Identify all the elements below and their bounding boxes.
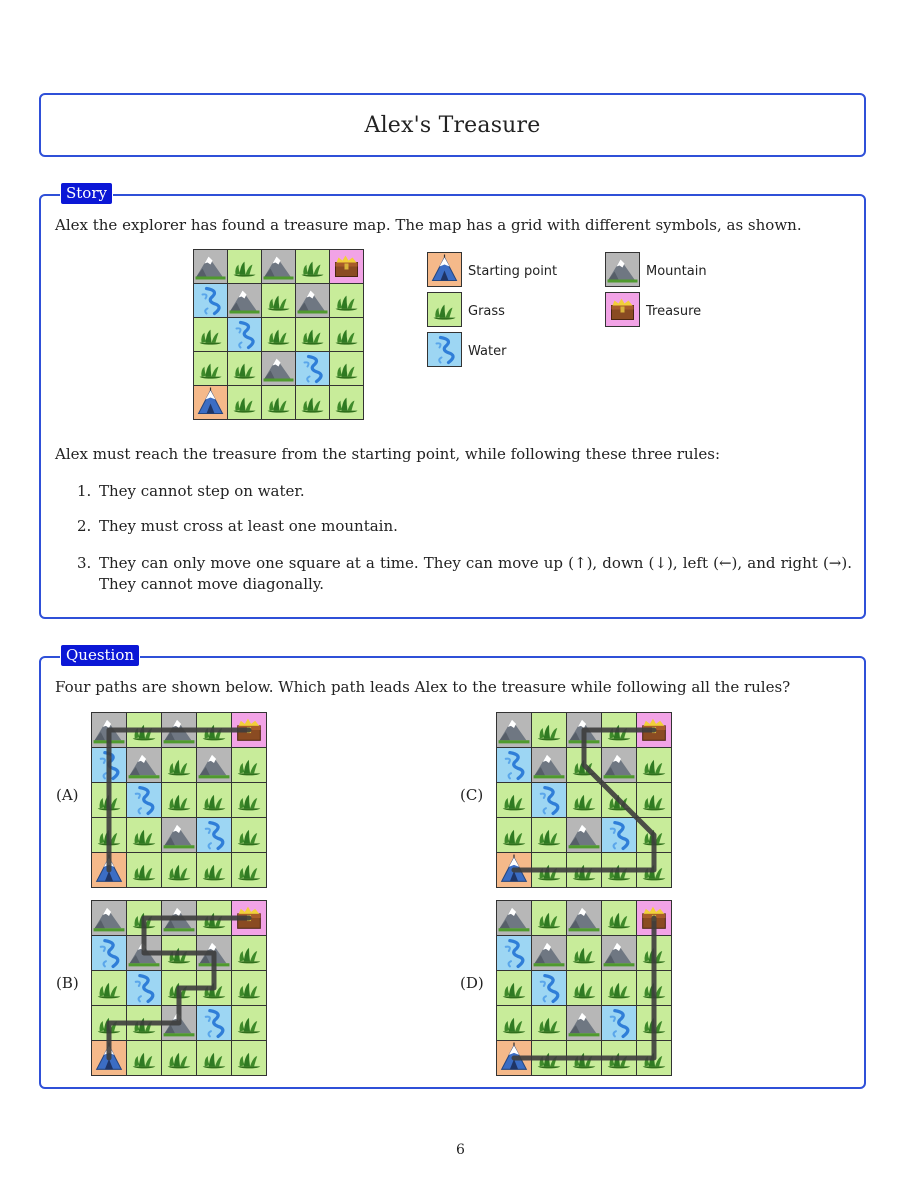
map-cell-grass	[497, 971, 532, 1006]
legend-label: Water	[468, 344, 507, 359]
map-cell-mountain	[532, 936, 567, 971]
page-title: Alex's Treasure	[364, 112, 541, 138]
rule-text: They can only move one square at a time. They can move up (↑), down (↓), left (←), and right (→). They cannot move diagonally.	[99, 554, 852, 593]
rule-3	[77, 553, 852, 595]
map-cell-grass	[232, 748, 267, 783]
map-cell-grass	[162, 783, 197, 818]
legend-label: Starting point	[468, 264, 558, 279]
map-cell-grass	[497, 783, 532, 818]
map-cell-grass	[567, 936, 602, 971]
map-cell-grass	[637, 748, 672, 783]
map-cell-water	[228, 318, 262, 352]
map-cell-grass	[532, 713, 567, 748]
map-cell-grass	[296, 386, 330, 420]
map-cell-water	[127, 971, 162, 1006]
option-d-map[interactable]	[496, 900, 672, 1080]
option-a-map[interactable]	[91, 712, 267, 892]
map-cell-grass	[232, 971, 267, 1006]
map-cell-grass	[567, 971, 602, 1006]
map-cell-grass	[567, 783, 602, 818]
map-cell-water	[197, 1006, 232, 1041]
map-cell-start	[194, 386, 228, 420]
option-b-map[interactable]	[91, 900, 267, 1080]
rules-intro: Alex must reach the treasure from the starting point, while following these three rules:	[55, 445, 721, 463]
map-cell-grass	[162, 748, 197, 783]
rule-text: They must cross at least one mountain.	[99, 517, 398, 535]
map-cell-grass	[637, 783, 672, 818]
map-grid-svg	[496, 900, 672, 1076]
map-cell-mountain	[567, 901, 602, 936]
legend-label: Treasure	[646, 304, 702, 319]
option-a-label[interactable]: (A)	[56, 786, 79, 804]
map-cell-water	[532, 783, 567, 818]
map-cell-grass	[532, 901, 567, 936]
map-grid-svg	[91, 712, 267, 888]
page-number: 6	[456, 1142, 465, 1158]
map-cell-grass	[232, 818, 267, 853]
water-icon	[427, 332, 462, 371]
grass-icon	[427, 292, 462, 331]
starting-point-icon	[427, 252, 462, 291]
option-c-map[interactable]	[496, 712, 672, 892]
map-cell-mountain	[497, 713, 532, 748]
map-cell-mountain	[497, 901, 532, 936]
map-cell-grass	[232, 1041, 267, 1076]
map-cell-grass	[228, 352, 262, 386]
map-cell-grass	[127, 818, 162, 853]
option-b-label[interactable]: (B)	[56, 974, 79, 992]
legend-mountain	[605, 252, 707, 291]
rule-number: 3.	[77, 554, 92, 572]
map-cell-grass	[602, 971, 637, 1006]
map-cell-grass	[330, 352, 364, 386]
map-cell-grass	[262, 386, 296, 420]
map-grid-svg	[496, 712, 672, 888]
map-cell-mountain	[262, 250, 296, 284]
rule-text: They cannot step on water.	[99, 482, 305, 500]
option-d-label[interactable]: (D)	[460, 974, 484, 992]
map-cell-grass	[497, 818, 532, 853]
legend-starting-point	[427, 252, 557, 291]
map-cell-mountain	[602, 936, 637, 971]
map-cell-grass	[92, 971, 127, 1006]
map-cell-grass	[330, 386, 364, 420]
title-box	[39, 93, 866, 157]
question-text: Four paths are shown below. Which path leads Alex to the treasure while following all the rules?	[55, 678, 791, 696]
map-cell-grass	[197, 783, 232, 818]
map-cell-treasure	[330, 250, 364, 284]
map-cell-mountain	[532, 748, 567, 783]
map-cell-water	[497, 936, 532, 971]
map-cell-water	[602, 1006, 637, 1041]
map-cell-grass	[232, 936, 267, 971]
question-tag: Question	[60, 644, 140, 667]
map-cell-water	[127, 783, 162, 818]
map-cell-mountain	[92, 901, 127, 936]
map-cell-grass	[162, 853, 197, 888]
map-cell-grass	[228, 250, 262, 284]
map-cell-grass	[194, 318, 228, 352]
map-cell-grass	[127, 1041, 162, 1076]
legend-treasure	[605, 292, 701, 331]
map-grid-svg	[91, 900, 267, 1076]
map-cell-mountain	[162, 818, 197, 853]
map-cell-grass	[232, 853, 267, 888]
map-cell-grass	[232, 1006, 267, 1041]
map-cell-mountain	[296, 284, 330, 318]
map-cell-grass	[232, 783, 267, 818]
rule-number: 2.	[77, 517, 92, 535]
rule-1	[77, 481, 852, 502]
map-cell-mountain	[567, 1006, 602, 1041]
map-cell-water	[497, 748, 532, 783]
story-tag: Story	[60, 182, 113, 205]
map-cell-grass	[197, 853, 232, 888]
map-cell-mountain	[228, 284, 262, 318]
rule-2	[77, 516, 852, 537]
map-cell-grass	[162, 1041, 197, 1076]
map-cell-mountain	[194, 250, 228, 284]
map-grid-svg	[193, 249, 364, 420]
rule-number: 1.	[77, 482, 92, 500]
map-cell-grass	[262, 284, 296, 318]
map-cell-grass	[127, 853, 162, 888]
map-cell-grass	[296, 318, 330, 352]
legend-label: Grass	[468, 304, 505, 319]
map-cell-water	[197, 818, 232, 853]
map-cell-grass	[197, 1041, 232, 1076]
map-cell-water	[296, 352, 330, 386]
legend-label: Mountain	[646, 264, 707, 279]
map-cell-mountain	[127, 748, 162, 783]
map-cell-water	[602, 818, 637, 853]
map-cell-mountain	[197, 748, 232, 783]
map-cell-grass	[532, 1006, 567, 1041]
map-cell-mountain	[262, 352, 296, 386]
map-cell-grass	[194, 352, 228, 386]
map-cell-water	[194, 284, 228, 318]
map-cell-grass	[532, 818, 567, 853]
map-cell-grass	[330, 284, 364, 318]
map-cell-grass	[497, 1006, 532, 1041]
map-cell-grass	[228, 386, 262, 420]
option-c-label[interactable]: (C)	[460, 786, 484, 804]
map-cell-grass	[602, 901, 637, 936]
map-cell-mountain	[602, 748, 637, 783]
treasure-map	[193, 249, 364, 424]
legend-water	[427, 332, 506, 371]
story-intro: Alex the explorer has found a treasure map. The map has a grid with different symbols, as shown.	[55, 216, 802, 234]
map-cell-grass	[296, 250, 330, 284]
map-cell-water	[92, 936, 127, 971]
treasure-icon	[605, 292, 640, 331]
map-cell-mountain	[567, 818, 602, 853]
map-cell-water	[532, 971, 567, 1006]
map-cell-grass	[262, 318, 296, 352]
mountain-icon	[605, 252, 640, 291]
map-cell-grass	[330, 318, 364, 352]
legend-grass	[427, 292, 505, 331]
